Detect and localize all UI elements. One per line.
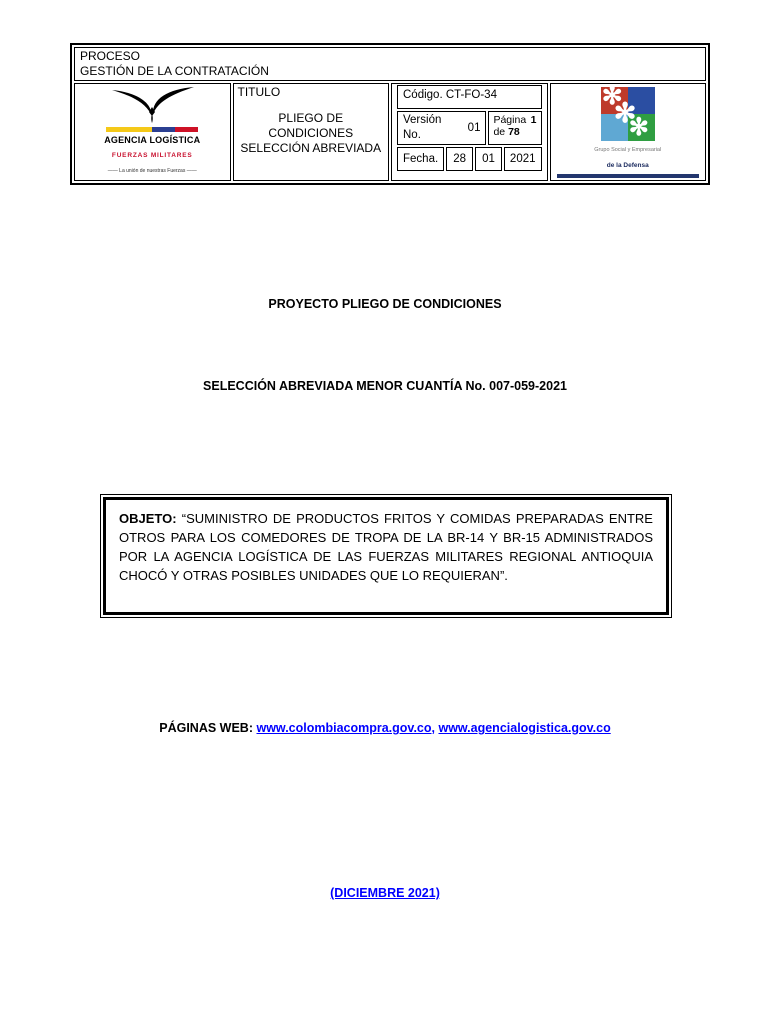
document-date-line: [0, 886, 770, 900]
pagina-label: Página: [493, 114, 527, 126]
flag-yellow: [106, 127, 152, 132]
document-title-line2: SELECCIÓN ABREVIADA: [240, 141, 382, 155]
snowflake-icon: ✻: [628, 114, 649, 141]
gsed-name-line2: de la Defensa: [606, 162, 649, 169]
right-logo-cell: [550, 83, 707, 181]
fecha-day: 28: [446, 147, 473, 171]
title-cell: [233, 83, 390, 181]
version-label: Versión No.: [403, 114, 442, 141]
gsed-square-darkblue: [628, 87, 655, 114]
codigo-value: CT-FO-34: [445, 89, 497, 101]
version-value: 01: [467, 121, 481, 134]
snowflake-icon: ✻: [601, 82, 623, 110]
process-row: [74, 47, 706, 81]
gsed-square-red: [601, 87, 628, 114]
codigo-label: Código.: [403, 89, 443, 101]
objeto-paragraph: [119, 509, 653, 585]
version-box: [397, 111, 486, 145]
agency-subname: FUERZAS MILITARES: [111, 152, 193, 159]
snowflake-icon: ✻: [613, 98, 637, 128]
document-title-line1: PLIEGO DE CONDICIONES: [268, 111, 354, 140]
header-main-row: [74, 83, 706, 181]
gsed-logo-icon: [601, 82, 655, 141]
gsed-footer-bar: [557, 174, 700, 178]
process-label: PROCESO: [80, 49, 141, 63]
objeto-label: OBJETO:: [119, 511, 177, 526]
gsed-name-line1: Grupo Social y Empresarial: [594, 147, 662, 153]
pagina-box: [488, 111, 541, 145]
objeto-box-inner: [103, 497, 669, 615]
codigo-box: [397, 85, 542, 109]
agency-name: AGENCIA LOGÍSTICA: [104, 135, 201, 145]
colombia-flag-stripe: [106, 127, 198, 132]
gsed-square-green: [628, 114, 655, 141]
pagina-number: 1: [530, 114, 537, 126]
link-colombiacompra[interactable]: www.colombiacompra.gov.co: [256, 721, 432, 735]
document-date-link[interactable]: (DICIEMBRE 2021): [330, 886, 440, 900]
fecha-label: Fecha.: [397, 147, 444, 171]
left-logo-cell: [74, 83, 231, 181]
title-label: TITULO: [237, 85, 281, 99]
flag-red: [175, 127, 198, 132]
agency-motto: —— La unión de nuestras Fuerzas ——: [107, 168, 197, 174]
link-agencialogistica[interactable]: www.agencialogistica.gov.co: [438, 721, 611, 735]
pagina-total: 78: [508, 126, 520, 138]
process-number-title: SELECCIÓN ABREVIADA MENOR CUANTÍA No. 007-059-2021: [203, 379, 567, 393]
web-pages-line: [0, 721, 770, 735]
main-title: PROYECTO PLIEGO DE CONDICIONES: [268, 297, 502, 311]
paginas-web-label: PÁGINAS WEB:: [159, 721, 253, 735]
gsed-square-lightblue: [601, 114, 628, 141]
link-separator: ,: [431, 721, 439, 735]
flag-blue: [152, 127, 175, 132]
fecha-year: 2021: [504, 147, 542, 171]
pagina-de-label: de: [493, 126, 506, 138]
process-cell: [74, 47, 706, 81]
meta-cell: [391, 83, 548, 181]
process-name: GESTIÓN DE LA CONTRATACIÓN: [80, 64, 269, 78]
objeto-box: [100, 494, 672, 618]
objeto-text: “SUMINISTRO DE PRODUCTOS FRITOS Y COMIDAS PREPARADAS ENTRE OTROS PARA LOS COMEDORES DE TROPA DE LA BR-14 Y BR-15 ADMINISTRADOS POR LA AGENCIA LOGÍSTICA DE LAS FUERZAS MILITARES REGIONAL ANTIOQUIA CHOCÓ Y OTRAS POSIBLES UNIDADES QUE LO REQUIERAN”.: [119, 511, 653, 583]
fecha-month: 01: [475, 147, 502, 171]
header-table: [70, 43, 710, 185]
agency-bird-icon: [106, 85, 198, 123]
